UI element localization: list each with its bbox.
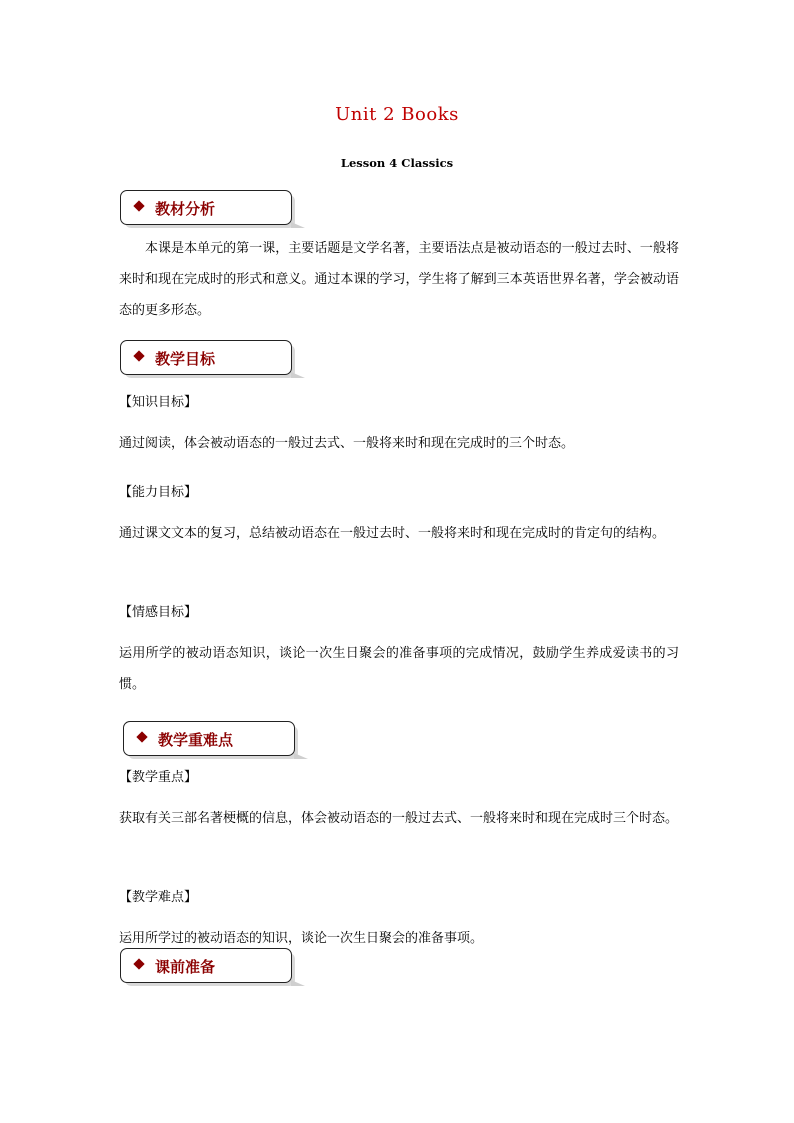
emotion-objective-label: 【情感目标】	[119, 605, 198, 620]
knowledge-objective-text: 通过阅读，体会被动语态的一般过去式、一般将来时和现在完成时的三个时态。	[119, 436, 575, 451]
diamond-bullet-icon	[133, 958, 144, 969]
section-heading-label: 教学重难点	[158, 731, 234, 749]
diamond-bullet-icon	[133, 200, 144, 211]
section-heading-teaching-objectives	[120, 340, 292, 375]
ability-objective-text: 通过课文文本的复习，总结被动语态在一般过去时、一般将来时和现在完成时的肯定句的结构。	[119, 526, 666, 541]
document-title: Unit 2 Books	[335, 104, 459, 125]
ability-objective-label: 【能力目标】	[119, 485, 198, 500]
key-point-label: 【教学重点】	[119, 770, 198, 785]
difficult-point-label: 【教学难点】	[119, 890, 198, 905]
knowledge-objective-label: 【知识目标】	[119, 395, 198, 410]
section-heading-textbook-analysis	[120, 190, 292, 225]
section-heading-preparation	[120, 948, 292, 983]
box-shadow-tail	[291, 222, 305, 228]
box-shadow-tail	[291, 372, 305, 378]
section-heading-label: 课前准备	[155, 958, 216, 976]
textbook-analysis-paragraph: 本课是本单元的第一课，主要话题是文学名著，主要语法点是被动语态的一般过去时、一般将来时和现在完成时的形式和意义。通过本课的学习，学生将了解到三本英语世界名著，学会被动语态的更多形态。	[119, 241, 679, 318]
key-point-text: 获取有关三部名著梗概的信息，体会被动语态的一般过去式、一般将来时和现在完成时三个时态。	[119, 811, 679, 826]
section-heading-label: 教材分析	[155, 200, 216, 218]
emotion-objective-text: 运用所学的被动语态知识，谈论一次生日聚会的准备事项的完成情况，鼓励学生养成爱读书的习惯。	[119, 646, 679, 692]
difficult-point-text: 运用所学过的被动语态的知识，谈论一次生日聚会的准备事项。	[119, 931, 484, 946]
diamond-bullet-icon	[136, 731, 147, 742]
lesson-subtitle: Lesson 4 Classics	[340, 156, 454, 170]
section-heading-key-difficult-points	[123, 721, 295, 756]
box-shadow-tail	[291, 980, 305, 986]
diamond-bullet-icon	[133, 350, 144, 361]
section-heading-label: 教学目标	[155, 350, 216, 368]
box-shadow-tail	[294, 753, 308, 759]
